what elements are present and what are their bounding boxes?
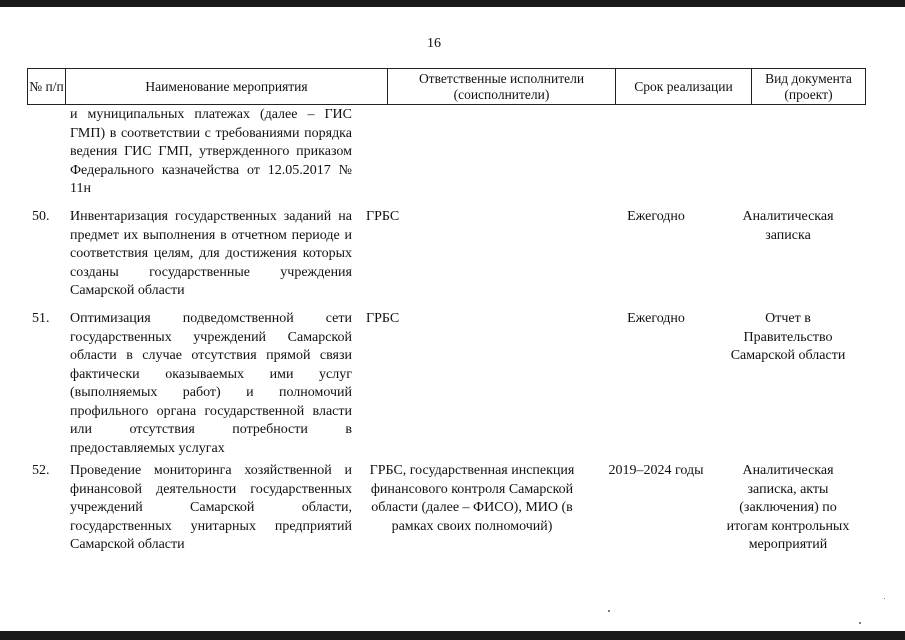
row-event-name: Проведение мониторинга хозяйственной и финансовой деятельности государственных учреждений Самарской области, государственных унитарных предприятий Самарской области: [70, 463, 352, 552]
row-term: Ежегодно: [627, 209, 685, 224]
row-term: Ежегодно: [627, 311, 685, 326]
row-term: 2019–2024 годы: [608, 463, 704, 478]
row-responsible: ГРБС, государственная инспекция финансового контроля Самарской области (далее – ФИСО), МИО (в рамках своих полномочий): [369, 463, 575, 534]
row-number: 52.: [32, 463, 50, 478]
row-document-type: Аналитическая записка: [742, 209, 834, 243]
row-document-type: Аналитическая записка, акты (заключения) по итогам контрольных мероприятий: [726, 463, 850, 552]
row-number: 50.: [32, 209, 50, 224]
scan-speck: [859, 622, 861, 624]
row-responsible: ГРБС: [366, 209, 400, 224]
header-event-name: Наименование мероприятия: [65, 69, 387, 104]
row-event-name: Инвентаризация государственных заданий на предмет их выполнения в отчетном периоде и соответствия целям, для достижения которых созданы государственные учреждения Самарской области: [70, 209, 352, 298]
row-document-type: Отчет в Правительство Самарской области: [730, 311, 846, 363]
header-responsible: Ответственные исполнители (соисполнители): [387, 69, 615, 104]
scan-border-bottom: [0, 631, 905, 640]
scan-speck: [608, 610, 610, 612]
header-term: Срок реализации: [615, 69, 751, 104]
table-header: [27, 68, 866, 105]
row-responsible: ГРБС: [366, 311, 400, 326]
row-number: 51.: [32, 311, 50, 326]
scan-border-top: [0, 0, 905, 7]
header-document-type: Вид документа (проект): [751, 69, 866, 104]
row-event-name: Оптимизация подведомственной сети государственных учреждений Самарской области в случае отсутствия прямой связи фактически оказываемых ими услуг (выполняемых работ) и полномочий профильного органа государственной власти или отсутствия потребности в предоставляемых услугах: [70, 311, 352, 456]
scan-speck: [884, 598, 885, 599]
header-number: № п/п: [27, 69, 65, 104]
page-number: 16: [427, 36, 441, 51]
continuation-event-name: и муниципальных платежах (далее – ГИС ГМП) в соответствии с требованиями порядка ведения ГИС ГМП, утвержденного приказом Федерального казначейства от 12.05.2017 № 11н: [70, 107, 352, 196]
